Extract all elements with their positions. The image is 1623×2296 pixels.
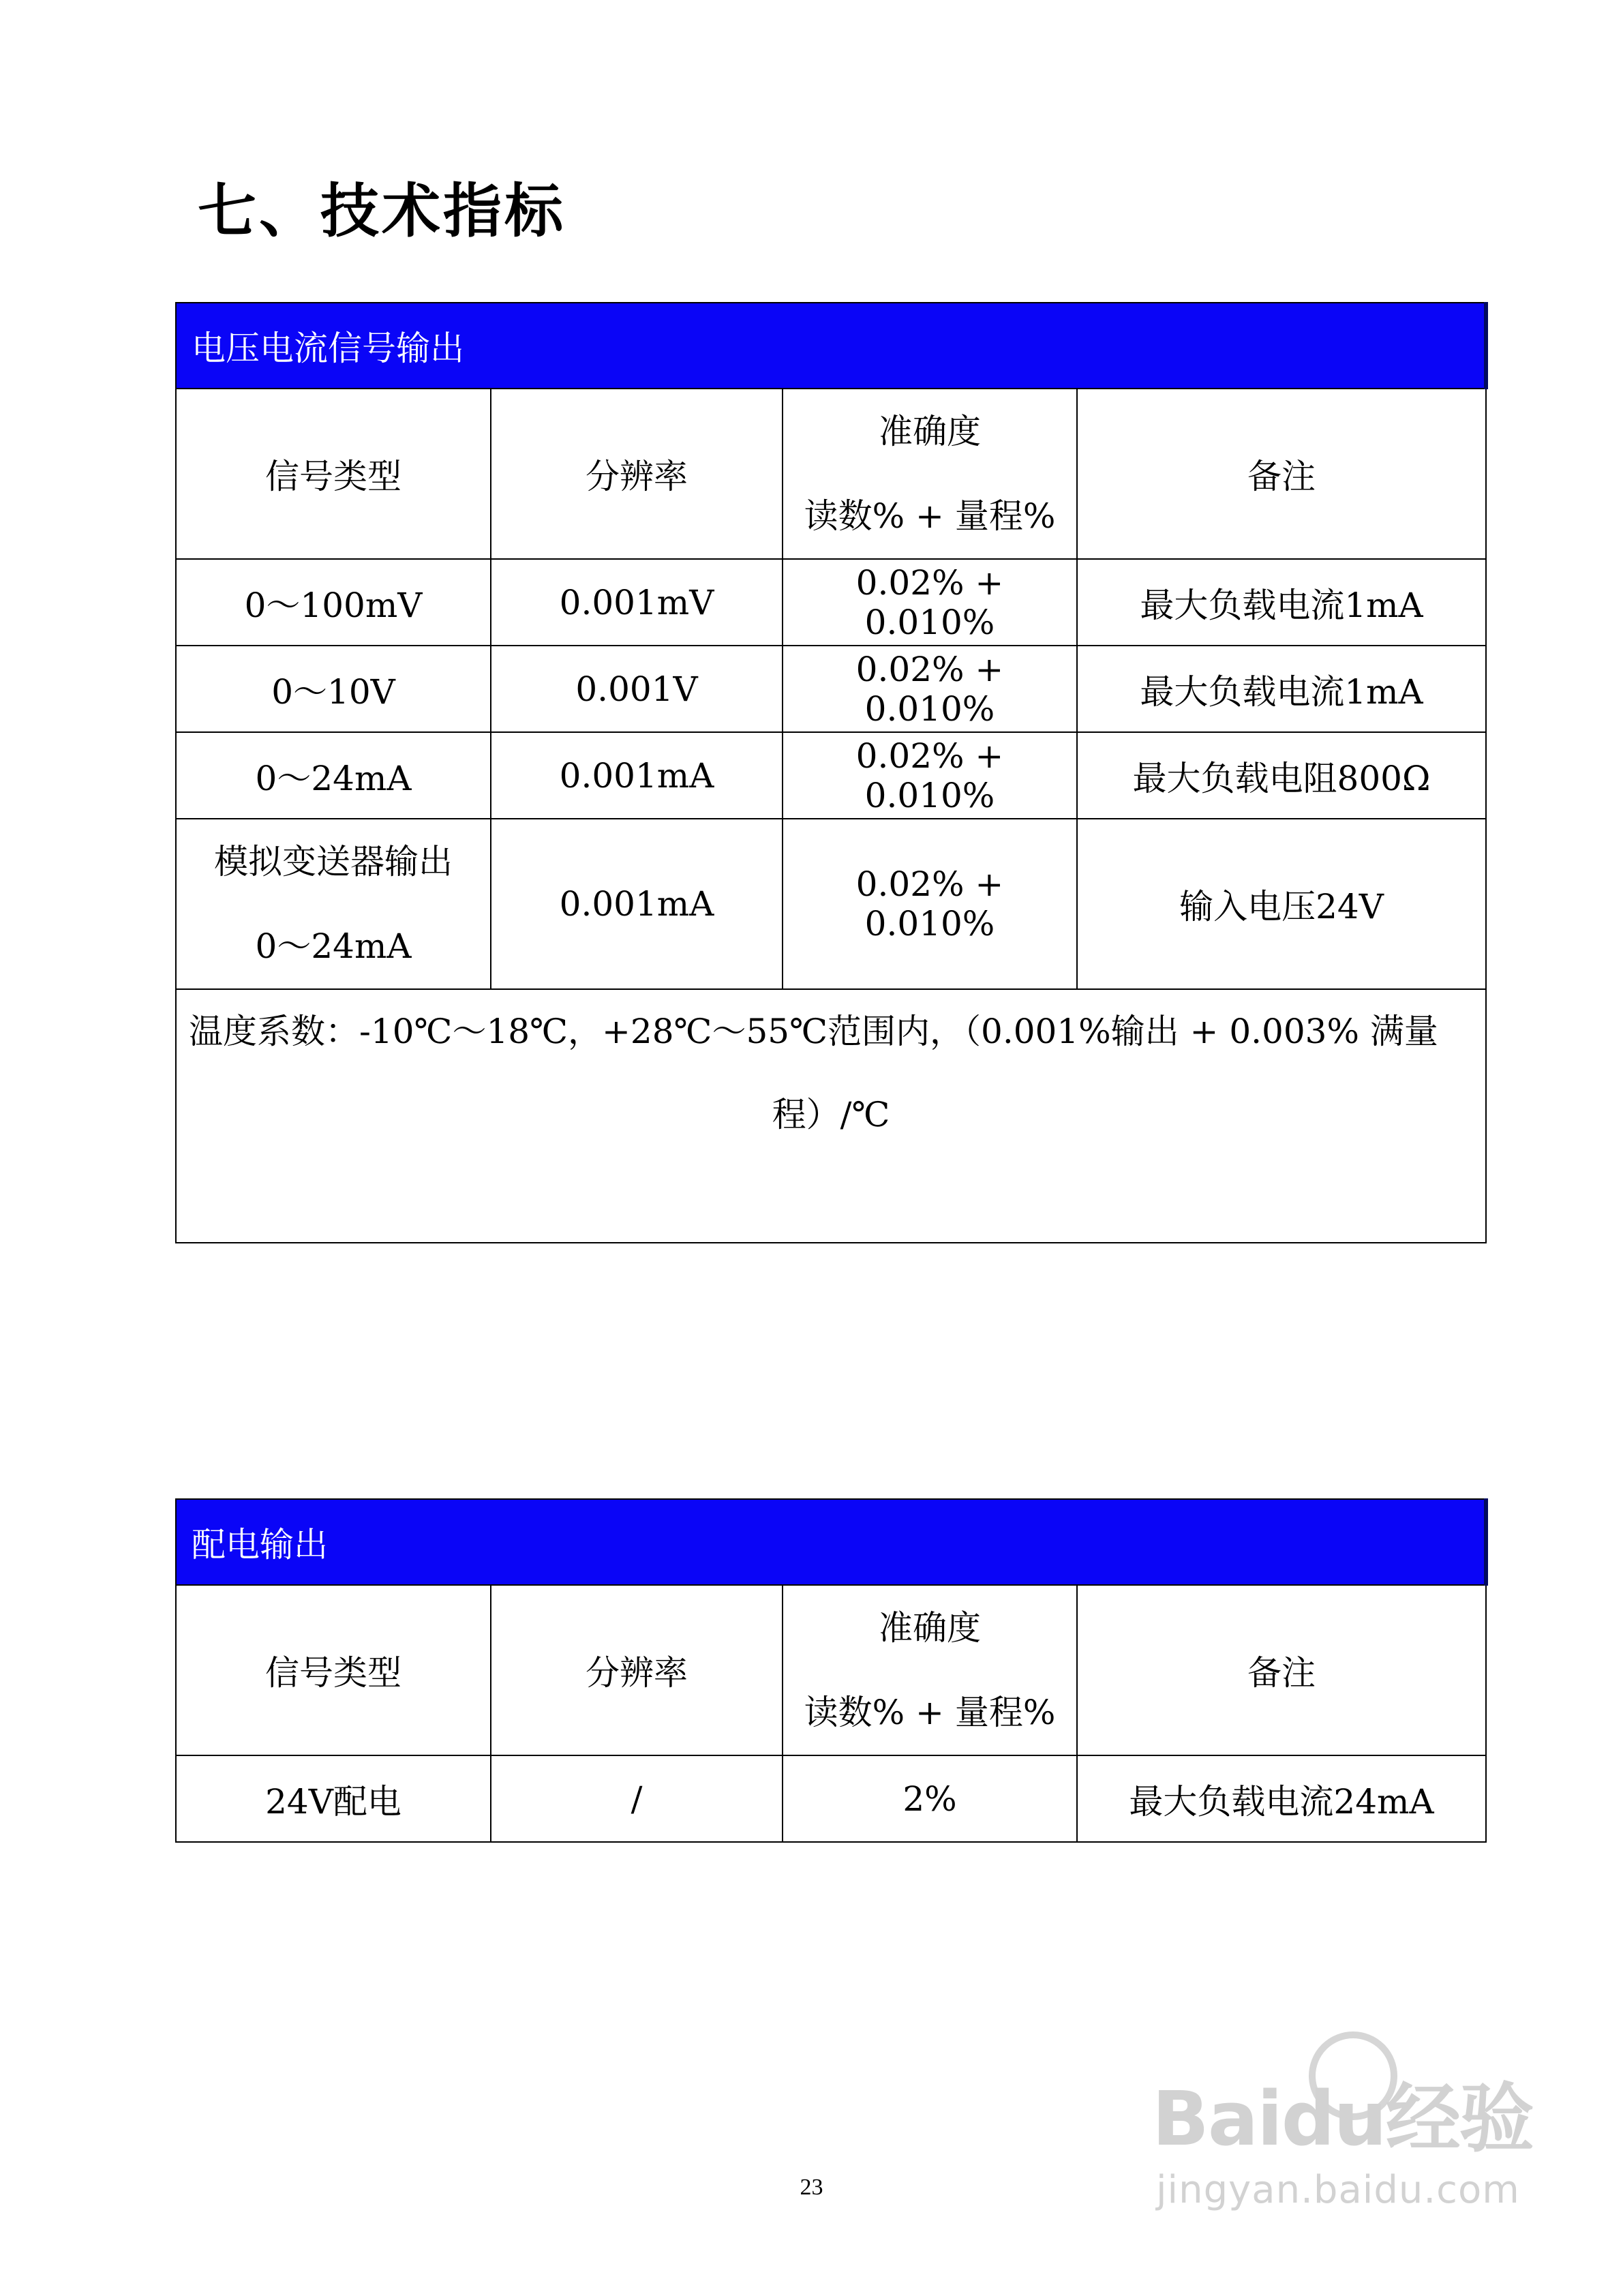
accuracy-cell: 2% [783,1755,1077,1842]
temperature-coefficient-note [176,989,1486,1243]
col-header-accuracy [783,389,1077,559]
power-distribution-output-table [175,1498,1488,1843]
remark-cell: 输入电压24V [1077,819,1486,989]
col-header-resolution: 分辨率 [491,1585,783,1755]
resolution-cell: 0.001mA [491,819,783,989]
signal-cell-line1: 模拟变送器输出 [214,842,453,881]
table-row [176,1755,1486,1842]
resolution-cell: 0.001mV [491,559,783,646]
col-header-remark: 备注 [1077,1585,1486,1755]
remark-cell: 最大负载电流1mA [1077,559,1486,646]
accuracy-label: 准确度 [879,412,981,451]
note-line-2: 程）/℃ [772,1095,890,1134]
accuracy-cell: 0.02% + 0.010% [783,646,1077,732]
accuracy-cell: 0.02% + 0.010% [783,819,1077,989]
signal-cell: 0～24mA [176,732,491,819]
page-number: 23 [800,2175,823,2200]
note-line-1: 温度系数：-10℃～18℃，+28℃～55℃范围内，（0.001%输出 + 0.003% 满量 [189,1012,1438,1051]
baidu-watermark [1152,2031,1534,2236]
watermark-url: jingyan.baidu.com [1156,2168,1520,2212]
voltage-current-output-table [175,302,1488,1243]
accuracy-label: 准确度 [879,1608,981,1648]
table-header: 配电输出 [176,1499,1486,1585]
accuracy-cell: 0.02% + 0.010% [783,559,1077,646]
table-row [176,819,1486,989]
signal-cell: 0～10V [176,646,491,732]
col-header-signal-type: 信号类型 [176,389,491,559]
table-row [176,732,1486,819]
col-header-accuracy [783,1585,1077,1755]
resolution-cell: 0.001V [491,646,783,732]
signal-cell: 24V配电 [176,1755,491,1842]
table-header: 电压电流信号输出 [176,303,1486,389]
col-header-signal-type: 信号类型 [176,1585,491,1755]
signal-cell [176,819,491,989]
table-row [176,646,1486,732]
remark-cell: 最大负载电流1mA [1077,646,1486,732]
resolution-cell: / [491,1755,783,1842]
col-header-remark: 备注 [1077,389,1486,559]
signal-cell: 0～100mV [176,559,491,646]
remark-cell: 最大负载电流24mA [1077,1755,1486,1842]
table-row [176,559,1486,646]
accuracy-cell: 0.02% + 0.010% [783,732,1077,819]
page-title: 七、技术指标 [198,177,566,245]
signal-cell-line2: 0～24mA [255,926,412,966]
remark-cell: 最大负载电阻800Ω [1077,732,1486,819]
resolution-cell: 0.001mA [491,732,783,819]
accuracy-unit-label: 读数% + 量程% [804,1693,1056,1732]
watermark-logo: Baidu经验 [1152,2075,1533,2162]
accuracy-unit-label: 读数% + 量程% [804,496,1056,536]
col-header-resolution: 分辨率 [491,389,783,559]
